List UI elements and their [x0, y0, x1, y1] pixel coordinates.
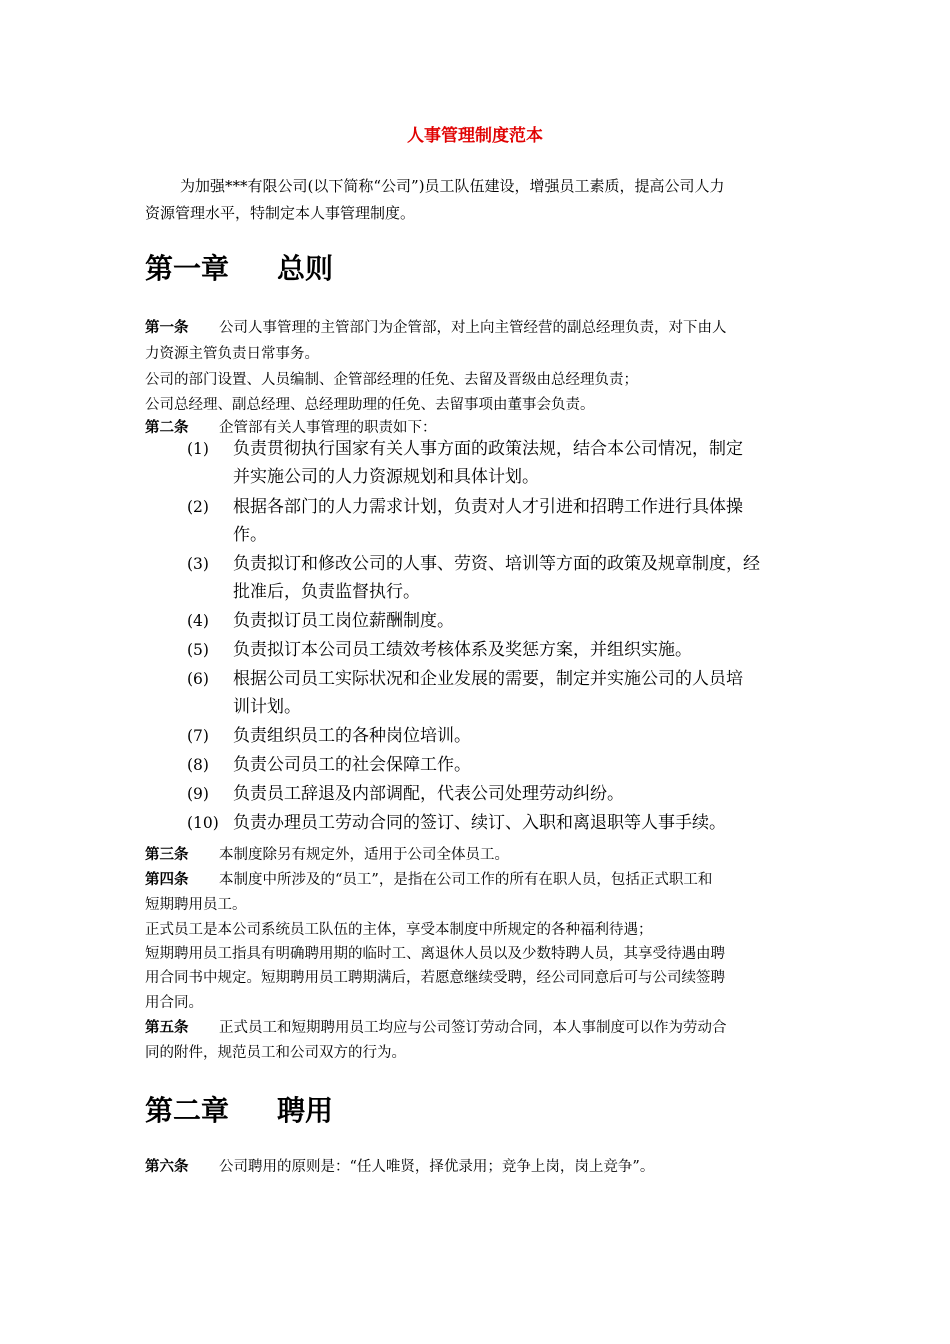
article-5-line-1: 正式员工和短期聘用员工均应与公司签订劳动合同，本人事制度可以作为劳动合	[219, 1020, 727, 1036]
duty-3-number: (3)	[187, 555, 209, 573]
article-1-line-4: 公司总经理、副总经理、总经理助理的任免、去留事项由董事会负责。	[145, 397, 595, 413]
duty-2-line-2: 作。	[233, 525, 267, 545]
article-5-line-2: 同的附件，规范员工和公司双方的行为。	[145, 1045, 406, 1061]
article-4-label: 第四条	[145, 871, 189, 888]
duty-7-line-1: 负责组织员工的各种岗位培训。	[233, 726, 471, 746]
article-3	[145, 845, 509, 865]
article-1	[145, 318, 727, 338]
duty-5-line-1: 负责拟订本公司员工绩效考核体系及奖惩方案，并组织实施。	[233, 640, 692, 660]
chapter-2-name: 聘用	[277, 1094, 334, 1127]
intro-line-1: 为加强***有限公司(以下简称“公司”)员工队伍建设，增强员工素质，提高公司人力	[180, 177, 725, 195]
article-4-line-5: 用合同书中规定。短期聘用员工聘期满后，若愿意继续受聘，经公司同意后可与公司续签聘	[145, 970, 725, 986]
chapter-1-label: 第一章	[145, 252, 230, 285]
article-4	[145, 870, 712, 890]
article-5	[145, 1018, 727, 1038]
article-6-label: 第六条	[145, 1158, 189, 1175]
article-4-line-6: 用合同。	[145, 995, 203, 1011]
duty-6-number: (6)	[187, 670, 209, 688]
duty-9-number: (9)	[187, 785, 209, 803]
duty-2-line-1: 根据各部门的人力需求计划，负责对人才引进和招聘工作进行具体操	[233, 497, 743, 517]
article-4-line-2: 短期聘用员工。	[145, 897, 247, 913]
duty-3-line-2: 批准后，负责监督执行。	[233, 582, 420, 602]
chapter-1-heading	[145, 252, 333, 286]
duty-1-number: (1)	[187, 440, 209, 458]
article-2-line: 企管部有关人事管理的职责如下：	[219, 420, 437, 436]
article-5-label: 第五条	[145, 1019, 189, 1036]
duty-5-number: (5)	[187, 641, 209, 659]
chapter-1-name: 总则	[277, 252, 334, 285]
article-1-line-1: 公司人事管理的主管部门为企管部，对上向主管经营的副总经理负责，对下由人	[219, 320, 727, 336]
duty-8-number: (8)	[187, 756, 209, 774]
duty-6-line-1: 根据公司员工实际状况和企业发展的需要，制定并实施公司的人员培	[233, 669, 743, 689]
intro-line-2: 资源管理水平，特制定本人事管理制度。	[145, 204, 416, 222]
article-4-line-3: 正式员工是本公司系统员工队伍的主体，享受本制度中所规定的各种福利待遇；	[145, 922, 653, 938]
duty-10-line-1: 负责办理员工劳动合同的签订、续订、入职和离退职等人事手续。	[233, 813, 726, 833]
duty-9-line-1: 负责员工辞退及内部调配，代表公司处理劳动纠纷。	[233, 784, 624, 804]
article-2	[145, 418, 437, 438]
article-2-label: 第二条	[145, 419, 189, 436]
article-1-line-3: 公司的部门设置、人员编制、企管部经理的任免、去留及晋级由总经理负责；	[145, 372, 638, 388]
duty-1-line-1: 负责贯彻执行国家有关人事方面的政策法规，结合本公司情况，制定	[233, 439, 743, 459]
duty-6-line-2: 训计划。	[233, 697, 301, 717]
article-3-line: 本制度除另有规定外，适用于公司全体员工。	[219, 847, 509, 863]
duty-1-line-2: 并实施公司的人力资源规划和具体计划。	[233, 467, 539, 487]
duty-2-number: (2)	[187, 498, 209, 516]
chapter-2-label: 第二章	[145, 1094, 230, 1127]
chapter-2-heading	[145, 1094, 333, 1128]
article-6	[145, 1157, 654, 1177]
article-4-line-4: 短期聘用员工指具有明确聘用期的临时工、离退休人员以及少数特聘人员，其享受待遇由聘	[145, 946, 725, 962]
article-3-label: 第三条	[145, 846, 189, 863]
article-4-line-1: 本制度中所涉及的“员工”，是指在公司工作的所有在职人员，包括正式职工和	[219, 872, 713, 888]
article-1-line-2: 力资源主管负责日常事务。	[145, 346, 319, 362]
duty-10-number: (10)	[187, 814, 219, 832]
article-6-line: 公司聘用的原则是：“任人唯贤，择优录用；竞争上岗，岗上竞争”。	[219, 1159, 655, 1175]
document-title: 人事管理制度范本	[407, 126, 543, 146]
article-1-label: 第一条	[145, 319, 189, 336]
duty-7-number: (7)	[187, 727, 209, 745]
duty-3-line-1: 负责拟订和修改公司的人事、劳资、培训等方面的政策及规章制度，经	[233, 554, 760, 574]
duty-4-line-1: 负责拟订员工岗位薪酬制度。	[233, 611, 454, 631]
duty-8-line-1: 负责公司员工的社会保障工作。	[233, 755, 471, 775]
duty-4-number: (4)	[187, 612, 209, 630]
